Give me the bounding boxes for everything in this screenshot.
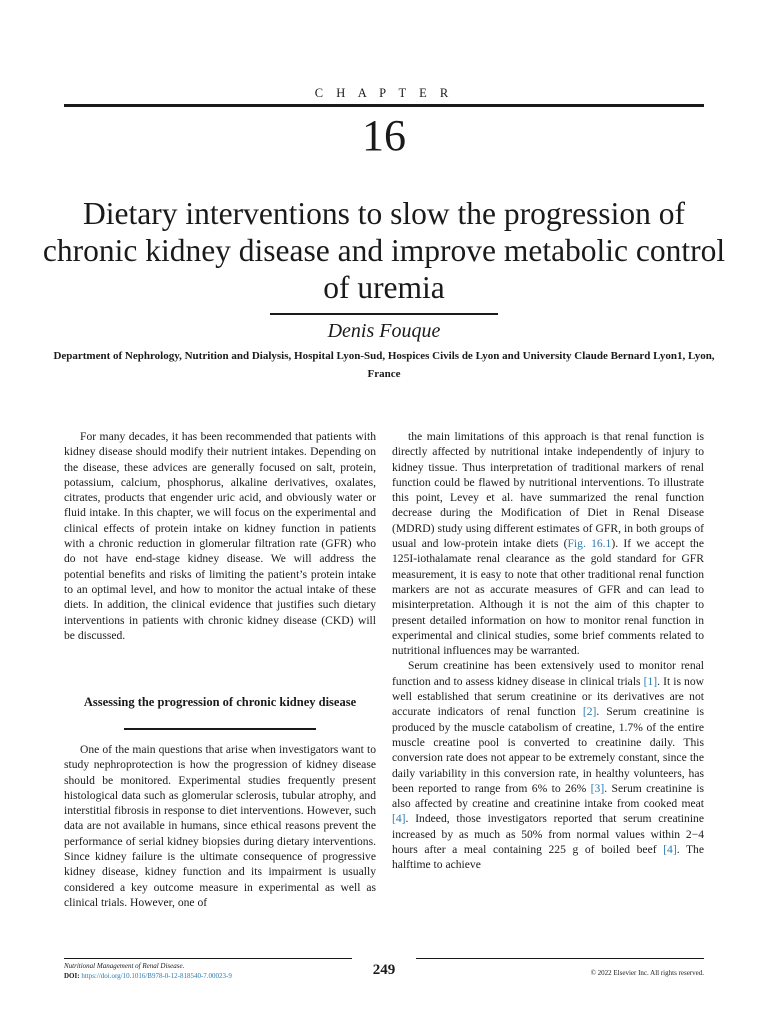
page-number: 249 bbox=[372, 962, 396, 978]
section-paragraph: One of the main questions that arise when investigators want to study nephroprotection is how the progression of kidney disease should be monitored. Experimental studies frequently present histological data such as glomerular sclerosis, tubular atrophy, and interstitial fibrosis in response to diet interventions. However, such data are not available in humans, since ethical reasons prevent the performance of serial kidney biopsies during dietary interventions. Since kidney failure is the ultimate consequence of progressive kidney disease, kidney function and its impairment is usually considered a key outcome measure in experimental as well as clinical trials. However, one of bbox=[64, 743, 376, 909]
right-column bbox=[392, 429, 704, 873]
intro-paragraph: For many decades, it has been recommended that patients with kidney disease should modify their nutrient intakes. Depending on the disease, these advices are generally focused on salt, protein, potassium, calcium, phosphorus, alkaline derivatives, oxalates, citrates, products that engender uric acid, and obviously water or fluid intake. In this chapter, we will focus on the experimental and clinical effects of protein intake on kidney function in patients with a chronic reduction in glomerular filtration rate (GFR) who do not have end-stage kidney disease. We will address the potential benefits and risks of limiting the patient’s protein intake to an optimal level, and how to monitor the actual intake of these diets. In addition, the clinical evidence that justifies such dietary interventions in patients with chronic kidney disease (CKD) will be discussed. bbox=[64, 430, 376, 642]
copyright-notice: © 2022 Elsevier Inc. All rights reserved. bbox=[590, 969, 704, 977]
right-p1-text-1: the main limitations of this approach is that renal function is directly affected by nutritional intake independently of injury to kidney tissue. Thus interpretation of traditional markers of renal function could be flawed by nutritional interventions. To illustrate this point, Levey et al. have summarized the renal function decrease during the Modification of Diet in Renal Disease (MDRD) study using different estimates of GFR, in both groups of usual and low-protein intake diets ( bbox=[392, 430, 704, 551]
citation-link[interactable]: [1] bbox=[643, 674, 658, 688]
citation-link[interactable]: [4] bbox=[392, 812, 406, 826]
chapter-title: Dietary interventions to slow the progression of chronic kidney disease and improve metabolic control of uremia bbox=[42, 196, 726, 305]
right-p2-text-3: . Serum creatinine is produced by the muscle catabolism of creatine, 1.7% of the entire muscle creatine pool is converted to creatinine daily. This conversion rate does not appear to be extremely constant, since the daily variability in this conversion rate, in healthy volunteers, has been reported to range from 6% to 26% bbox=[392, 705, 704, 795]
figure-link[interactable]: Fig. 16.1 bbox=[567, 537, 612, 551]
author-name: Denis Fouque bbox=[327, 320, 441, 342]
book-title: Nutritional Management of Renal Disease. bbox=[64, 962, 185, 970]
right-p2-text-4: . Serum creatinine is also affected by creatine and creatinine intake from cooked meat bbox=[392, 781, 704, 811]
left-column-intro bbox=[64, 429, 376, 643]
chapter-number: 16 bbox=[362, 111, 406, 160]
left-column-section bbox=[64, 742, 376, 910]
citation-link[interactable]: [2] bbox=[582, 705, 597, 719]
doi-link[interactable]: https://doi.org/10.1016/B978-0-12-818540-7.00023-9 bbox=[81, 972, 232, 980]
right-p2-text-6: . The halftime to achieve bbox=[392, 843, 704, 872]
right-p1-text-2: ). If we accept the 125I-iothalamate renal clearance as the gold standard for GFR measurement, it is easy to note that other traditional renal function markers are not as accurate measures of GFR and can lead to misinterpretation. Although it is not the aim of this chapter to present detailed information on how to monitor renal function in experimental and clinical studies, some brief comments related to nutritional influences may be warranted. bbox=[392, 537, 704, 658]
author-affiliation: Department of Nephrology, Nutrition and Dialysis, Hospital Lyon-Sud, Hospices Civils de Lyon and University Claude Bernard Lyon1, Lyon, France bbox=[53, 350, 715, 380]
right-paragraph-2 bbox=[392, 658, 704, 872]
right-p2-text-2: . It is now well established that serum creatinine or its derivatives are not accurate indicators of renal function bbox=[392, 674, 705, 719]
right-p2-text-1: Serum creatinine has been extensively used to monitor renal function and to assess kidney disease in clinical trials bbox=[392, 659, 704, 688]
citation-link[interactable]: [4] bbox=[663, 843, 677, 857]
chapter-label: C H A P T E R bbox=[314, 86, 454, 100]
section-heading: Assessing the progression of chronic kidney disease bbox=[83, 695, 357, 709]
section-heading-rule bbox=[124, 728, 316, 730]
doi-line bbox=[64, 972, 232, 980]
footer-rule-right bbox=[416, 958, 704, 959]
doi-label: DOI: bbox=[64, 972, 80, 980]
right-p2-text-5: . Indeed, those investigators reported that serum creatinine increased by as much as 50% from normal values within 2−4 hours after a meal containing 225 g of boiled beef bbox=[392, 812, 704, 857]
citation-link[interactable]: [3] bbox=[590, 781, 605, 795]
header-rule bbox=[64, 104, 704, 107]
title-rule bbox=[270, 313, 498, 315]
right-paragraph-1 bbox=[392, 429, 704, 658]
footer-rule-left bbox=[64, 958, 352, 959]
